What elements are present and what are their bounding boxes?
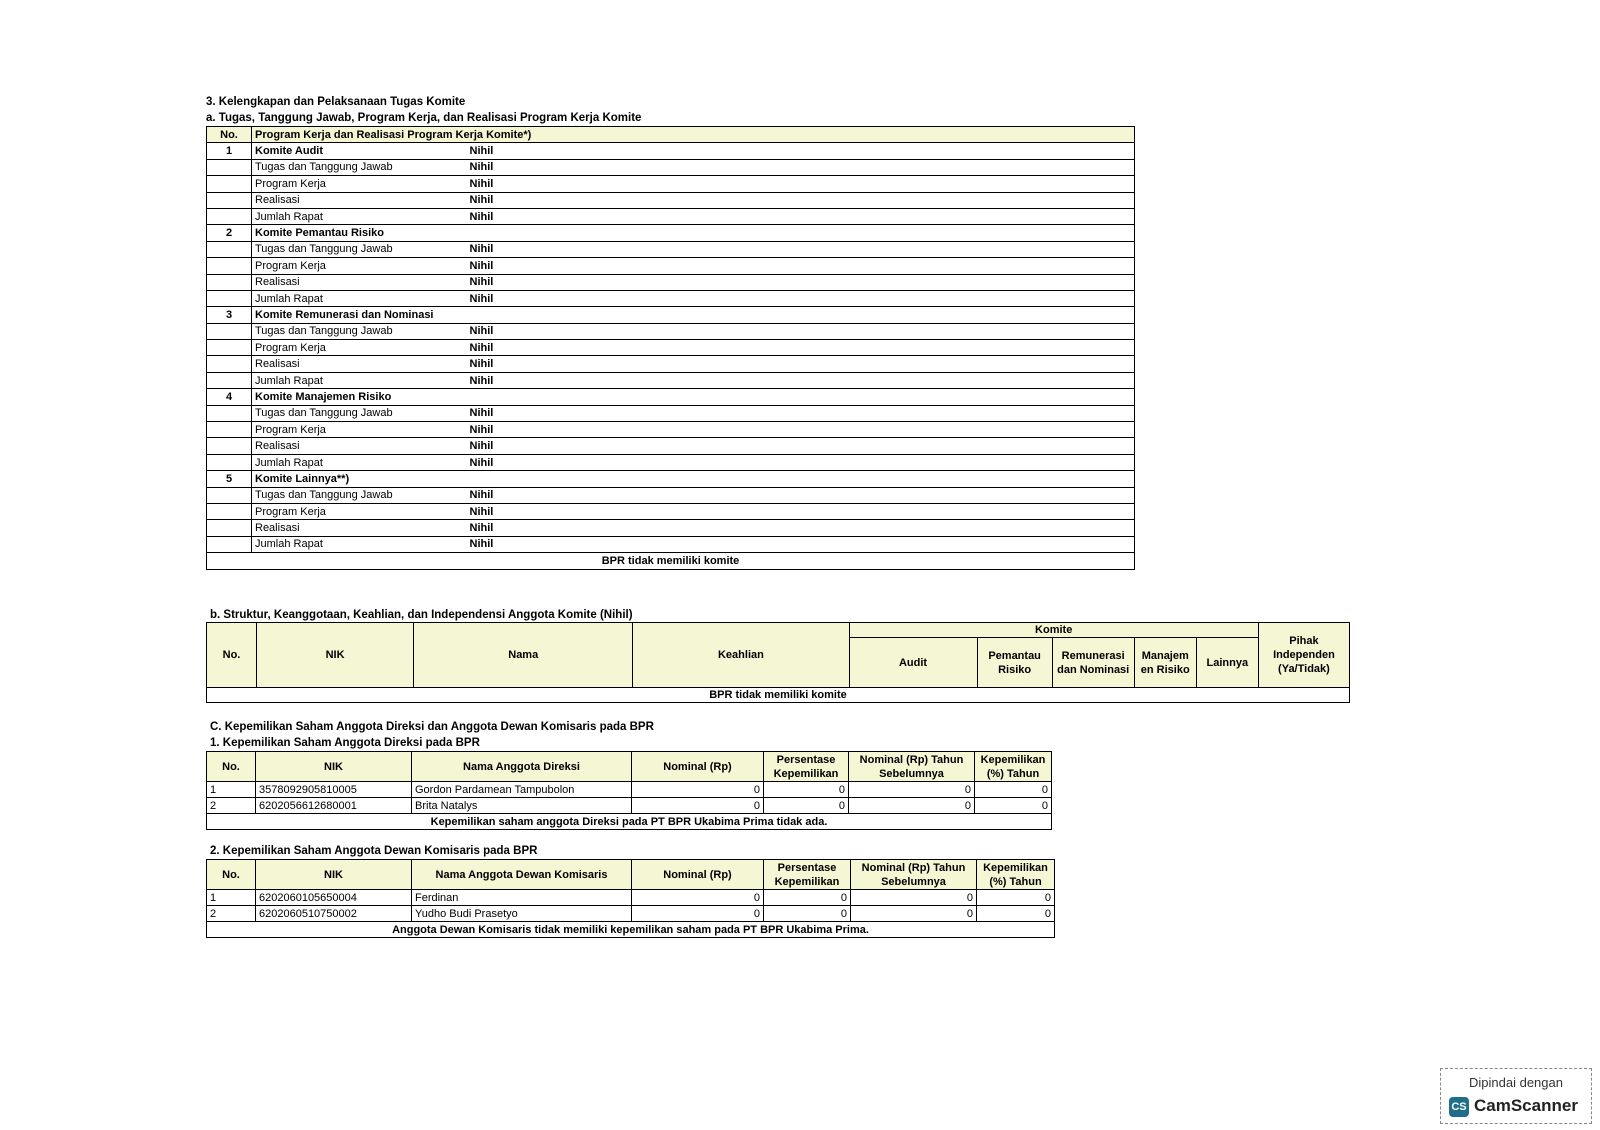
table-row: [207, 438, 1135, 454]
header-nominal-prev: Nominal (Rp) Tahun Sebelumnya: [849, 752, 975, 782]
table-c2-footer: Anggota Dewan Komisaris tidak memiliki kepemilikan saham pada PT BPR Ukabima Prima.: [207, 922, 1055, 938]
row-no: 2: [207, 225, 252, 241]
committee-structure-table: [206, 622, 1350, 703]
cell-nominal-prev: 0: [851, 906, 977, 922]
table-row: [207, 471, 1135, 487]
row-label: Jumlah Rapat: [252, 536, 467, 552]
row-label: Tugas dan Tanggung Jawab: [252, 159, 467, 175]
table-row: [207, 143, 1135, 159]
cell-nama: Gordon Pardamean Tampubolon: [412, 782, 632, 798]
header-program: Program Kerja dan Realisasi Program Kerja Komite*): [252, 127, 1135, 143]
table-row: [207, 274, 1135, 290]
row-value: Nihil: [467, 372, 1135, 388]
header-nik: NIK: [257, 623, 414, 688]
cell-persen: 0: [764, 906, 851, 922]
row-label: Realisasi: [252, 356, 467, 372]
row-label: Program Kerja: [252, 340, 467, 356]
header-manajemen-risiko: Manajem en Risiko: [1134, 638, 1196, 688]
row-value: Nihil: [467, 438, 1135, 454]
watermark-caption: Dipindai dengan: [1469, 1075, 1563, 1090]
row-value: Nihil: [467, 487, 1135, 503]
header-audit: Audit: [849, 638, 977, 688]
cell-nominal: 0: [632, 782, 764, 798]
table-header-row: [207, 127, 1135, 143]
row-label: Komite Audit: [252, 143, 467, 159]
row-value: Nihil: [467, 241, 1135, 257]
table-row: [207, 307, 1135, 323]
table-row: [207, 503, 1135, 519]
watermark-brand: CamScanner: [1474, 1096, 1578, 1115]
cell-persen: 0: [764, 890, 851, 906]
row-no: 5: [207, 471, 252, 487]
row-no: [207, 208, 252, 224]
row-no: [207, 487, 252, 503]
header-nik: NIK: [256, 860, 412, 890]
cell-nama: Ferdinan: [412, 890, 632, 906]
header-komite: Komite: [849, 623, 1258, 638]
row-label: Realisasi: [252, 274, 467, 290]
cell-nominal-prev: 0: [851, 890, 977, 906]
header-no: No.: [207, 860, 256, 890]
row-label: Jumlah Rapat: [252, 290, 467, 306]
row-value: Nihil: [467, 208, 1135, 224]
cell-nominal-prev: 0: [849, 782, 975, 798]
row-label: Jumlah Rapat: [252, 372, 467, 388]
header-pemantau-risiko: Pemantau Risiko: [977, 638, 1052, 688]
row-no: 3: [207, 307, 252, 323]
table-row: [207, 290, 1135, 306]
section-c-title: C. Kepemilikan Saham Anggota Direksi dan Anggota Dewan Komisaris pada BPR: [210, 721, 654, 733]
cell-nominal: 0: [632, 798, 764, 814]
header-kepemilikan-prev: Kepemilikan (%) Tahun: [977, 860, 1055, 890]
row-label: Program Kerja: [252, 422, 467, 438]
row-value: Nihil: [467, 454, 1135, 470]
row-label: Komite Remunerasi dan Nominasi: [252, 307, 467, 323]
table-row: [207, 487, 1135, 503]
cell-nama: Yudho Budi Prasetyo: [412, 906, 632, 922]
row-no: [207, 290, 252, 306]
header-remunerasi: Remunerasi dan Nominasi: [1052, 638, 1134, 688]
header-nama: Nama Anggota Direksi: [412, 752, 632, 782]
section-c1-title: 1. Kepemilikan Saham Anggota Direksi pada BPR: [210, 737, 480, 749]
table-row: [207, 192, 1135, 208]
header-nominal-prev: Nominal (Rp) Tahun Sebelumnya: [851, 860, 977, 890]
table-c1-footer: Kepemilikan saham anggota Direksi pada PT BPR Ukabima Prima tidak ada.: [207, 814, 1052, 830]
table-row: [207, 422, 1135, 438]
row-no: [207, 241, 252, 257]
table-row: [207, 159, 1135, 175]
row-no: [207, 323, 252, 339]
row-value: Nihil: [467, 356, 1135, 372]
row-value: Nihil: [467, 290, 1135, 306]
table-row: [207, 405, 1135, 421]
row-label: Tugas dan Tanggung Jawab: [252, 487, 467, 503]
row-no: [207, 356, 252, 372]
row-label: Tugas dan Tanggung Jawab: [252, 241, 467, 257]
row-no: [207, 536, 252, 552]
row-no: 4: [207, 389, 252, 405]
row-label: Realisasi: [252, 438, 467, 454]
row-no: [207, 176, 252, 192]
row-value: Nihil: [467, 340, 1135, 356]
cell-nik: 6202060510750002: [256, 906, 412, 922]
row-value: [467, 225, 1135, 241]
table-row: [207, 323, 1135, 339]
section-c2-title: 2. Kepemilikan Saham Anggota Dewan Komisaris pada BPR: [210, 845, 538, 857]
row-no: [207, 438, 252, 454]
row-value: Nihil: [467, 422, 1135, 438]
table-row: [207, 340, 1135, 356]
cell-no: 2: [207, 906, 256, 922]
cell-no: 1: [207, 890, 256, 906]
header-kepemilikan-prev: Kepemilikan (%) Tahun: [975, 752, 1052, 782]
cell-nama: Brita Natalys: [412, 798, 632, 814]
row-no: [207, 454, 252, 470]
row-label: Tugas dan Tanggung Jawab: [252, 405, 467, 421]
table-row: [207, 798, 1052, 814]
section-b-title: b. Struktur, Keanggotaan, Keahlian, dan Independensi Anggota Komite (Nihil): [210, 609, 633, 621]
row-no: [207, 503, 252, 519]
header-nama: Nama: [414, 623, 633, 688]
row-no: [207, 192, 252, 208]
header-nik: NIK: [256, 752, 412, 782]
row-no: [207, 405, 252, 421]
header-nama: Nama Anggota Dewan Komisaris: [412, 860, 632, 890]
row-value: Nihil: [467, 176, 1135, 192]
table-row: [207, 208, 1135, 224]
cell-nominal: 0: [632, 906, 764, 922]
row-no: [207, 159, 252, 175]
row-label: Komite Pemantau Risiko: [252, 225, 467, 241]
row-value: Nihil: [467, 323, 1135, 339]
cell-nik: 6202060105650004: [256, 890, 412, 906]
row-label: Jumlah Rapat: [252, 208, 467, 224]
cell-persen-prev: 0: [975, 782, 1052, 798]
cell-nominal-prev: 0: [849, 798, 975, 814]
row-label: Program Kerja: [252, 176, 467, 192]
cell-nominal: 0: [632, 890, 764, 906]
row-value: Nihil: [467, 192, 1135, 208]
header-nominal: Nominal (Rp): [632, 860, 764, 890]
row-value: Nihil: [467, 258, 1135, 274]
table-row: [207, 241, 1135, 257]
row-value: Nihil: [467, 405, 1135, 421]
header-persentase: Persentase Kepemilikan: [764, 752, 849, 782]
committee-program-table: [206, 126, 1135, 570]
cell-nik: 6202056612680001: [256, 798, 412, 814]
section-a-title: a. Tugas, Tanggung Jawab, Program Kerja, dan Realisasi Program Kerja Komite: [206, 112, 642, 124]
row-no: [207, 422, 252, 438]
table-row: [207, 890, 1055, 906]
row-value: Nihil: [467, 159, 1135, 175]
cell-no: 1: [207, 782, 256, 798]
row-label: Komite Lainnya**): [252, 471, 467, 487]
camscanner-watermark: [1440, 1068, 1592, 1124]
cell-persen: 0: [764, 782, 849, 798]
row-label: Realisasi: [252, 192, 467, 208]
header-lainnya: Lainnya: [1196, 638, 1258, 688]
table-row: [207, 389, 1135, 405]
camscanner-logo-icon: CS: [1449, 1097, 1469, 1117]
director-shares-table: [206, 751, 1052, 830]
row-value: [467, 307, 1135, 323]
row-label: Tugas dan Tanggung Jawab: [252, 323, 467, 339]
table-a-footer: BPR tidak memiliki komite: [207, 553, 1135, 569]
row-no: 1: [207, 143, 252, 159]
cell-persen-prev: 0: [977, 890, 1055, 906]
row-value: Nihil: [467, 536, 1135, 552]
row-value: Nihil: [467, 520, 1135, 536]
header-no: No.: [207, 623, 257, 688]
cell-no: 2: [207, 798, 256, 814]
row-value: [467, 389, 1135, 405]
cell-persen: 0: [764, 798, 849, 814]
row-label: Jumlah Rapat: [252, 454, 467, 470]
row-value: [467, 471, 1135, 487]
commissioner-shares-table: [206, 859, 1055, 938]
cell-persen-prev: 0: [975, 798, 1052, 814]
header-keahlian: Keahlian: [633, 623, 849, 688]
row-no: [207, 372, 252, 388]
header-pihak-independen: Pihak Independen (Ya/Tidak): [1258, 623, 1349, 688]
table-row: [207, 536, 1135, 552]
table-row: [207, 258, 1135, 274]
row-value: Nihil: [467, 274, 1135, 290]
cell-nik: 3578092905810005: [256, 782, 412, 798]
row-label: Komite Manajemen Risiko: [252, 389, 467, 405]
header-no: No.: [207, 127, 252, 143]
table-row: [207, 454, 1135, 470]
row-no: [207, 340, 252, 356]
table-row: [207, 176, 1135, 192]
table-b-footer: BPR tidak memiliki komite: [207, 688, 1350, 703]
header-nominal: Nominal (Rp): [632, 752, 764, 782]
header-persentase: Persentase Kepemilikan: [764, 860, 851, 890]
section-3-title: 3. Kelengkapan dan Pelaksanaan Tugas Komite: [206, 96, 466, 108]
table-row: [207, 356, 1135, 372]
row-no: [207, 520, 252, 536]
row-value: Nihil: [467, 143, 1135, 159]
row-label: Realisasi: [252, 520, 467, 536]
table-row: [207, 225, 1135, 241]
row-no: [207, 258, 252, 274]
header-no: No.: [207, 752, 256, 782]
table-row: [207, 372, 1135, 388]
row-value: Nihil: [467, 503, 1135, 519]
row-label: Program Kerja: [252, 503, 467, 519]
table-row: [207, 520, 1135, 536]
row-no: [207, 274, 252, 290]
table-row: [207, 906, 1055, 922]
table-row: [207, 782, 1052, 798]
cell-persen-prev: 0: [977, 906, 1055, 922]
row-label: Program Kerja: [252, 258, 467, 274]
